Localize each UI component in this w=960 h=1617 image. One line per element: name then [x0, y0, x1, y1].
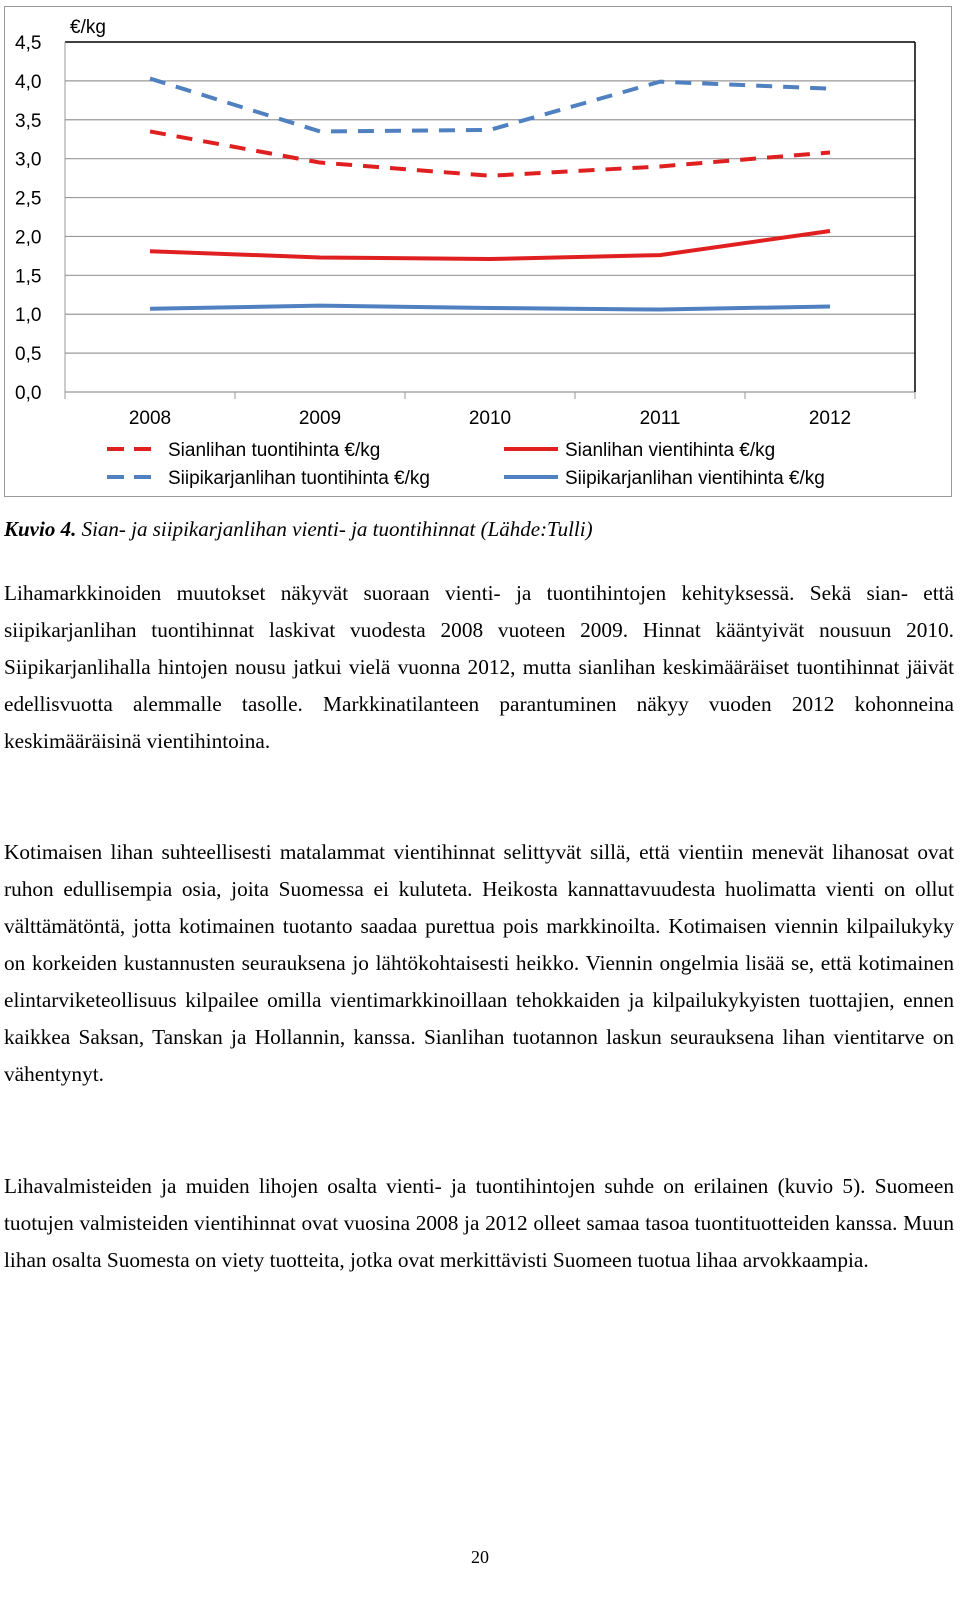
legend-label: Sianlihan tuontihinta €/kg [168, 440, 381, 461]
line-chart [4, 6, 953, 501]
y-tick-label: 1,0 [15, 305, 42, 327]
x-tick-label: 2008 [128, 408, 172, 429]
y-unit-label: €/kg [70, 17, 106, 38]
legend-label: Sianlihan vientihinta €/kg [565, 440, 776, 461]
y-tick-label: 3,5 [15, 110, 42, 132]
page-number: 20 [471, 1547, 489, 1567]
figure-caption [4, 517, 944, 542]
y-tick-label: 0,0 [15, 383, 42, 404]
y-tick-label: 2,5 [15, 188, 42, 210]
legend-label: Siipikarjanlihan tuontihinta €/kg [168, 468, 430, 489]
y-tick-label: 3,0 [15, 149, 42, 171]
y-tick-label: 0,5 [15, 344, 42, 366]
y-tick-label: 2,0 [15, 227, 42, 249]
x-tick-label: 2009 [298, 408, 342, 429]
y-tick-label: 4,0 [15, 71, 42, 93]
x-tick-label: 2010 [468, 408, 512, 429]
chart-svg [4, 6, 953, 501]
y-tick-label: 4,5 [15, 33, 42, 54]
y-tick-label: 1,5 [15, 266, 42, 288]
paragraph-3: Lihavalmisteiden ja muiden lihojen osalta vienti- ja tuontihintojen suhde on erilainen (kuvio 5). Suomeen tuotujen valmisteiden vientihinnat ovat vuosina 2008 ja 2012 olleet samaa tasoa tuontituotteiden kanssa. Muun lihan osalta Suomesta on viety tuotteita, jotka ovat merkittävisti Suomeen tuotua lihaa arvokkaampia. [4, 1174, 954, 1272]
caption-text: Sian- ja siipikarjanlihan vienti- ja tuontihinnat (Lähde:Tulli) [81, 517, 593, 541]
paragraph-1: Lihamarkkinoiden muutokset näkyvät suoraan vienti- ja tuontihintojen kehityksessä. Sekä sian- että siipikarjanlihan tuontihinnat laskivat vuodesta 2008 vuoteen 2009. Hinnat kääntyivät nousuun 2010. Siipikarjanlihalla hintojen nousu jatkui vielä vuonna 2012, mutta sianlihan keskimääräiset tuontihinnat jäivät edellisvuotta alemmalle tasolle. Markkinatilanteen parantuminen näkyy vuoden 2012 kohonneina keskimääräisinä vientihintoina. [4, 581, 954, 753]
legend-label: Siipikarjanlihan vientihinta €/kg [565, 468, 825, 489]
x-tick-label: 2011 [639, 408, 681, 429]
paragraph-2: Kotimaisen lihan suhteellisesti matalammat vientihinnat selittyvät sillä, että vientiin menevät lihanosat ovat ruhon edullisempia osia, joita Suomessa ei kuluteta. Heikosta kannattavuudesta huolimatta vienti on ollut välttämätöntä, jotta kotimainen tuotanto saadaa purettua pois markkinoilta. Kotimaisen viennin kilpailukyky on korkeiden kustannusten seurauksena jo lähtökohtaisesti heikko. Viennin ongelmia lisää se, että kotimainen elintarviketeollisuus kilpailee omilla vientimarkkinoillaan tehokkaiden ja kilpailukykyisten tuottajien, ennen kaikkea Saksan, Tanskan ja Hollannin, kanssa. Sianlihan tuotannon laskun seurauksena lihan vientitarve on vähentynyt. [4, 840, 954, 1086]
x-tick-label: 2012 [808, 408, 852, 429]
caption-label: Kuvio 4. [4, 517, 77, 541]
